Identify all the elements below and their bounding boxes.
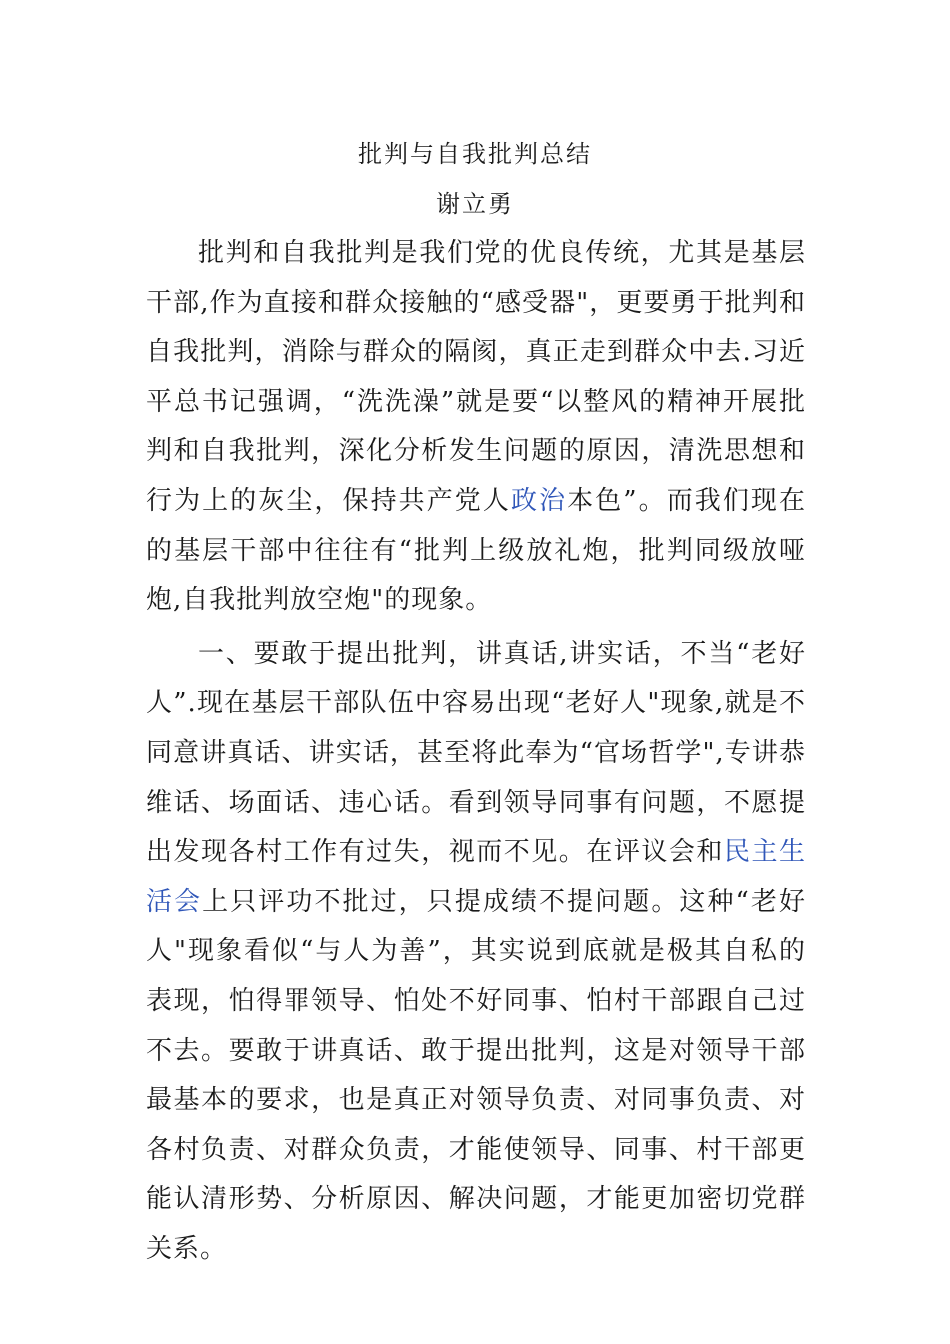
document-title: 批判与自我批判总结	[358, 140, 592, 168]
paragraph-1	[146, 229, 806, 626]
link-democratic-life-meeting[interactable]: 民主生活会	[146, 837, 806, 917]
paragraph-2-text-a: 一、要敢于提出批判，讲真话,讲实话，不当“老好人”.现在基层干部队伍中容易出现“老好人"现象,就是不同意讲真话、讲实话，甚至将此奉为“官场哲学",专讲恭维话、场面话、违心话。看到领导同事有问题，不愿提出发现各村工作有过失，视而不见。在评议会和	[146, 638, 806, 868]
link-politics[interactable]: 政治	[510, 485, 568, 516]
paragraph-2	[146, 630, 806, 1275]
paragraph-1-text-a: 批判和自我批判是我们党的优良传统，尤其是基层干部,作为直接和群众接触的“感受器"，更要勇于批判和自我批判，消除与群众的隔阂，真正走到群众中去.习近平总书记强调，“洗洗澡”就是要“以整风的精神开展批判和自我批判，深化分析发生问题的原因，清洗思想和行为上的灰尘，保持共产党人	[146, 238, 806, 516]
paragraph-1-text-b: 本色”。而我们现在的基层干部中往往有“批判上级放礼炮，批判同级放哑炮,自我批判放空炮"的现象。	[146, 485, 806, 616]
document-body	[146, 229, 806, 1274]
document-author: 谢立勇	[436, 190, 514, 218]
paragraph-2-text-b: 上只评功不批过，只提成绩不提问题。这种“老好人"现象看似“与人为善”，其实说到底就是极其自私的表现，怕得罪领导、怕处不好同事、怕村干部跟自己过不去。要敢于讲真话、敢于提出批判，这是对领导干部最基本的要求，也是真正对领导负责、对同事负责、对各村负责、对群众负责，才能使领导、同事、村干部更能认清形势、分析原因、解决问题，才能更加密切党群关系。	[146, 886, 806, 1264]
